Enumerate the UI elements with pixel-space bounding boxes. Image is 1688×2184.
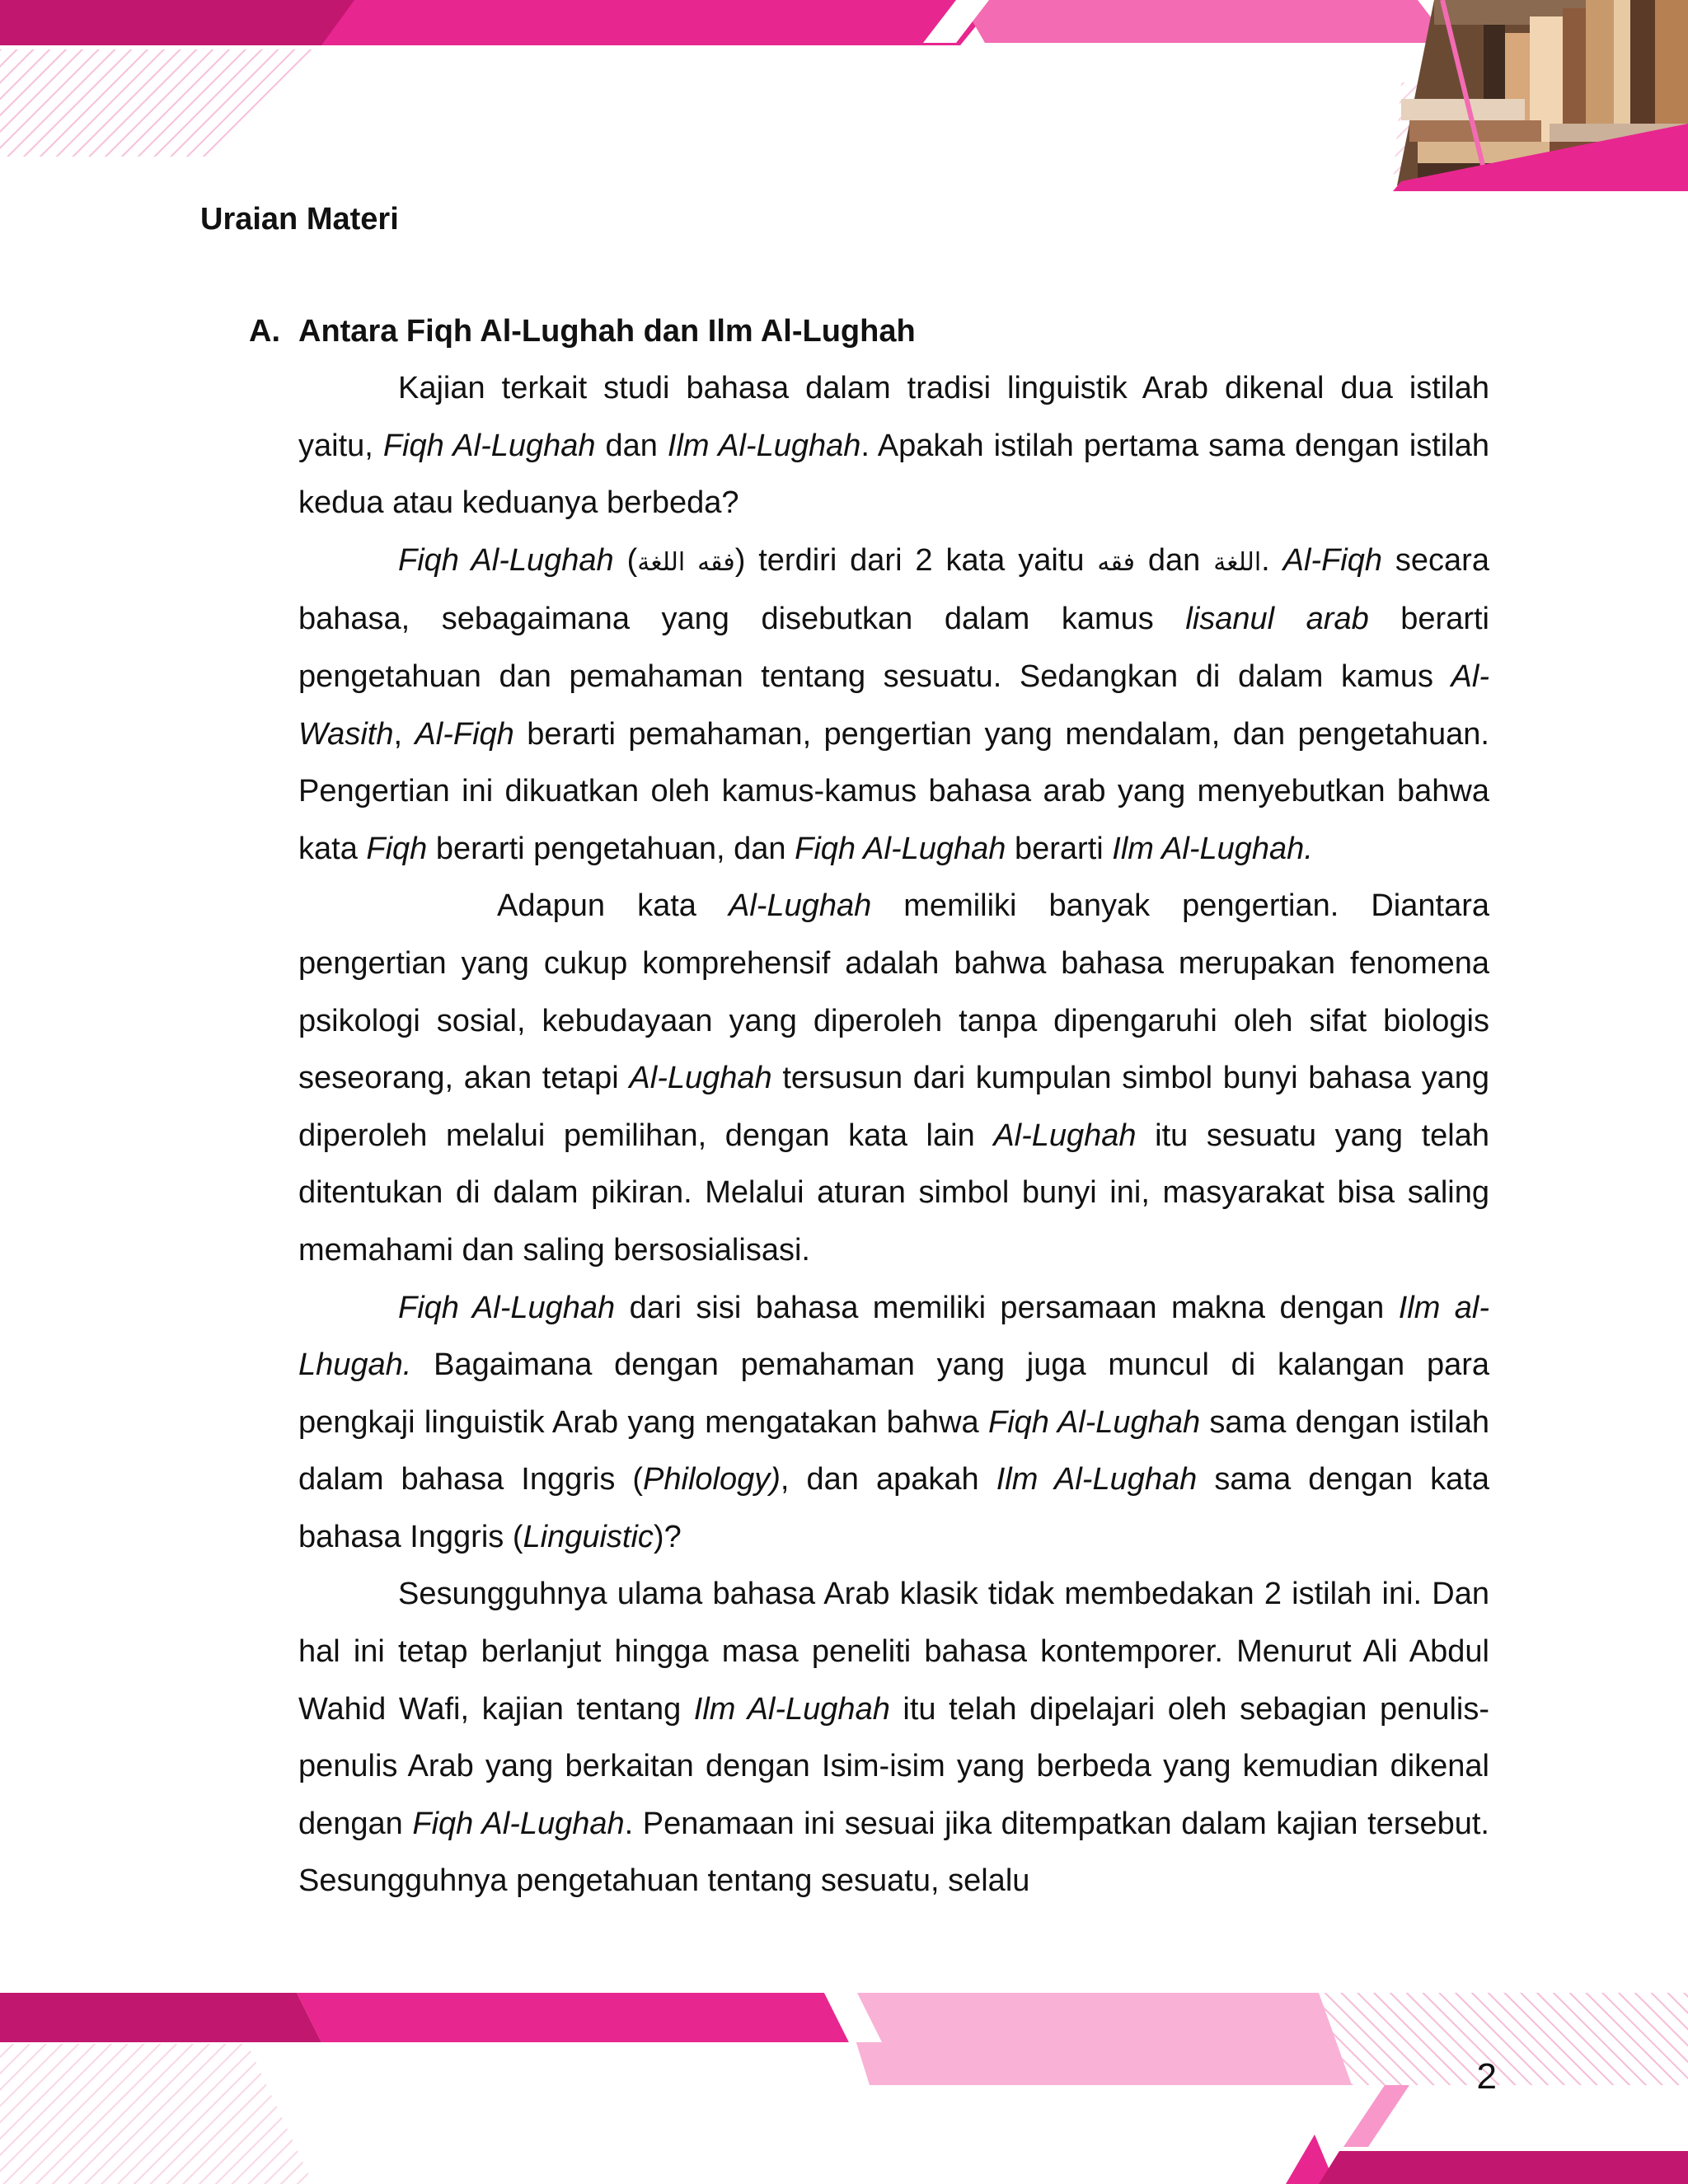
italic-term: Fiqh Al-Lughah (795, 831, 1006, 866)
text-run: berarti pemahaman, pengertian yang mendalam, dan pengetahuan. Pengertian ini dikuatkan oleh kamus-kamus bahasa arab yang menyebutkan bahwa kata (298, 716, 1489, 866)
paragraph (298, 1280, 1489, 1567)
text-run: . (1261, 542, 1283, 578)
body-text (298, 360, 1490, 1899)
italic-term: Ilm Al-Lughah. (1112, 831, 1313, 866)
italic-term: Linguistic (523, 1519, 654, 1554)
text-run: ( (613, 542, 638, 578)
italic-term: Al-Fiqh (415, 716, 514, 752)
arabic-term: فقه اللغة (637, 547, 735, 577)
subsection-heading (249, 313, 916, 349)
italic-term: Fiqh (366, 831, 428, 866)
text-run: ) terdiri dari 2 kata yaitu (734, 542, 1098, 578)
paragraph (298, 878, 1489, 1279)
bottom-stripe-banner (0, 1993, 1688, 2184)
italic-term: Al-Lughah (728, 888, 872, 924)
italic-term: Fiqh Al-Lughah (382, 428, 596, 463)
italic-term: Fiqh Al-Lughah (412, 1806, 625, 1841)
italic-term: Al-Lughah (993, 1118, 1137, 1153)
text-run: Kajian terkait studi bahasa dalam tradisi linguistik Arab dikenal dua istilah yaitu, (298, 371, 1489, 463)
text-run: Adapun kata (497, 888, 729, 924)
arabic-term: فقه (1097, 547, 1135, 577)
text-run: berarti (1006, 831, 1113, 866)
italic-term: Ilm Al-Lughah (693, 1691, 890, 1727)
italic-term: lisanul arab (1185, 602, 1369, 637)
paragraph (298, 360, 1489, 532)
text-run: . Penamaan ini sesuai jika ditempatkan dalam kajian tersebut. Sesungguhnya pengetahuan tentang sesuatu, selalu (298, 1806, 1489, 1899)
italic-term: Fiqh Al-Lughah (988, 1404, 1201, 1440)
subsection-title: Antara Fiqh Al-Lughah dan Ilm Al-Lughah (298, 314, 916, 349)
text-run: , (393, 716, 415, 752)
italic-term: Ilm Al-Lughah (996, 1462, 1198, 1497)
paragraph (298, 532, 1489, 879)
text-run: dan (595, 428, 668, 463)
italic-term: Fiqh Al-Lughah (398, 542, 614, 578)
subsection-letter: A. (249, 314, 280, 349)
text-run: itu sesuatu yang telah ditentukan di dalam pikiran. Melalui aturan simbol bunyi ini, masyarakat bisa saling memahami dan saling bersosialisasi. (298, 1118, 1489, 1268)
page-number: 2 (1476, 2056, 1497, 2097)
text-run: sama dengan istilah dalam bahasa Inggris ( (298, 1404, 1489, 1497)
text-run: . Apakah istilah pertama sama dengan istilah kedua atau keduanya berbeda? (298, 428, 1489, 521)
italic-term: Ilm al-Lhugah. (298, 1290, 1489, 1383)
section-heading: Uraian Materi (200, 202, 399, 237)
arabic-term: اللغة (1213, 547, 1262, 577)
text-run: Bagaimana dengan pemahaman yang juga muncul di kalangan para pengkaji linguistik Arab yang mengatakan bahwa (298, 1347, 1489, 1440)
italic-term: Fiqh Al-Lughah (398, 1290, 616, 1325)
italic-term: Ilm Al-Lughah (667, 428, 861, 463)
text-run: itu telah dipelajari oleh sebagian penulis-penulis Arab yang berkaitan dengan Isim-isim yang berbeda yang kemudian dikenal dengan (298, 1691, 1490, 1841)
text-run: dari sisi bahasa memiliki persamaan makna dengan (615, 1290, 1399, 1325)
text-run: secara bahasa, sebagaimana yang disebutkan dalam kamus (298, 542, 1489, 637)
text-run: dan (1134, 542, 1214, 578)
text-run: Sesungguhnya ulama bahasa Arab klasik tidak membedakan 2 istilah ini. Dan hal ini tetap berlanjut hingga masa peneliti bahasa kontemporer. Menurut Ali Abdul Wahid Wafi, kajian tentang (298, 1577, 1489, 1727)
text-run: berarti pengetahuan, dan (427, 831, 795, 866)
italic-term: Al-Wasith (298, 658, 1489, 752)
paragraph (298, 1566, 1490, 1899)
italic-term: Philology) (643, 1462, 781, 1497)
text-run: , dan apakah (780, 1462, 996, 1497)
italic-term: Al-Lughah (629, 1061, 772, 1096)
italic-term: Al-Fiqh (1282, 542, 1383, 578)
text-run: sama dengan kata bahasa Inggris ( (298, 1462, 1489, 1554)
text-run: berarti pengetahuan dan pemahaman tentang sesuatu. Sedangkan di dalam kamus (298, 602, 1489, 694)
text-run: memiliki banyak pengertian. Diantara pengertian yang cukup komprehensif adalah bahwa bahasa merupakan fenomena psikologi sosial, kebudayaan yang diperoleh tanpa dipengaruhi oleh sifat biologis seseorang, akan tetapi (298, 888, 1489, 1096)
text-run: )? (653, 1519, 682, 1554)
text-run: tersusun dari kumpulan simbol bunyi bahasa yang diperoleh melalui pemilihan, dengan kata lain (298, 1061, 1489, 1153)
